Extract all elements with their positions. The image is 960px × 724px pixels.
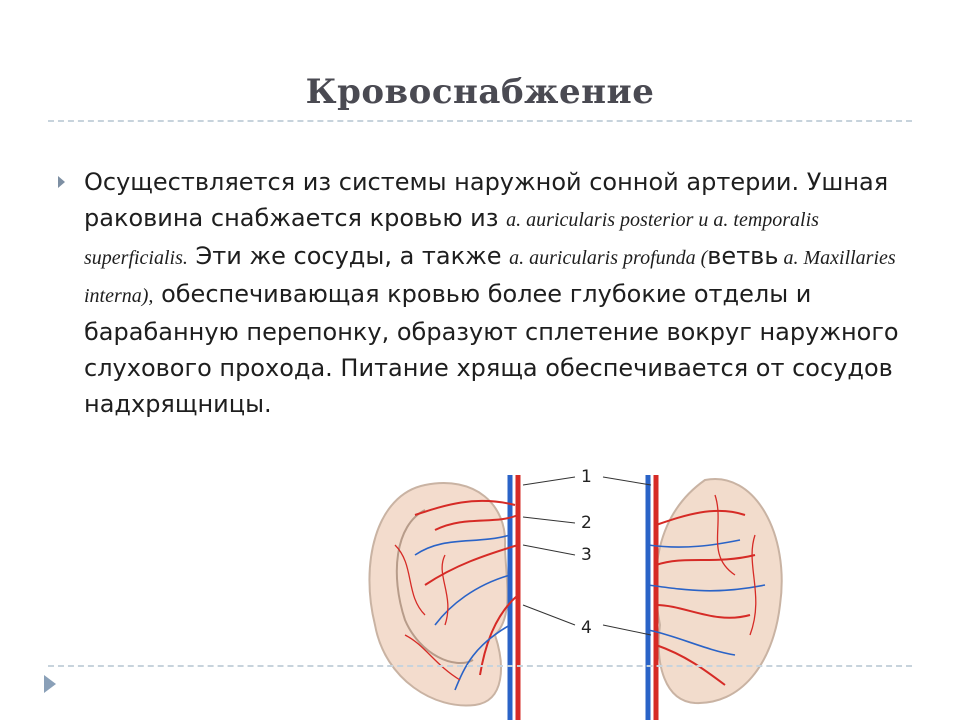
text-part-4: обеспечивающая кровью более глубокие отделы и барабанную перепонку, образуют сплетение вокруг наружного слухового прохода. Питание хряща обеспечивается от сосудов надхрящницы. (84, 280, 899, 418)
figure-label-4: 4 (581, 618, 592, 638)
figure-label-2: 2 (581, 513, 592, 533)
figure-label-1: 1 (581, 467, 592, 487)
ear-vessels-svg (355, 455, 795, 720)
figure-label-3: 3 (581, 545, 592, 565)
text-part-3: ветвь (707, 242, 779, 270)
text-part-1: Осуществляется из системы наружной сонной артерии. Ушная раковина снабжается кровью из (84, 168, 889, 232)
footer-divider (48, 665, 912, 667)
next-slide-arrow-icon[interactable] (44, 675, 56, 693)
latin-term-3: a. Maxillaries interna), (84, 247, 896, 307)
latin-term-1: a. auricularis posterior и a. temporalis superficialis. (84, 209, 819, 269)
body-paragraph (84, 164, 924, 422)
latin-term-2: a. auricularis profunda ( (509, 247, 708, 269)
title-divider (48, 120, 912, 122)
ear-blood-supply-illustration (355, 455, 795, 720)
text-part-2: Эти же сосуды, а также (187, 242, 510, 270)
slide-title: Кровоснабжение (305, 72, 655, 112)
bullet-arrow-icon (58, 176, 65, 188)
